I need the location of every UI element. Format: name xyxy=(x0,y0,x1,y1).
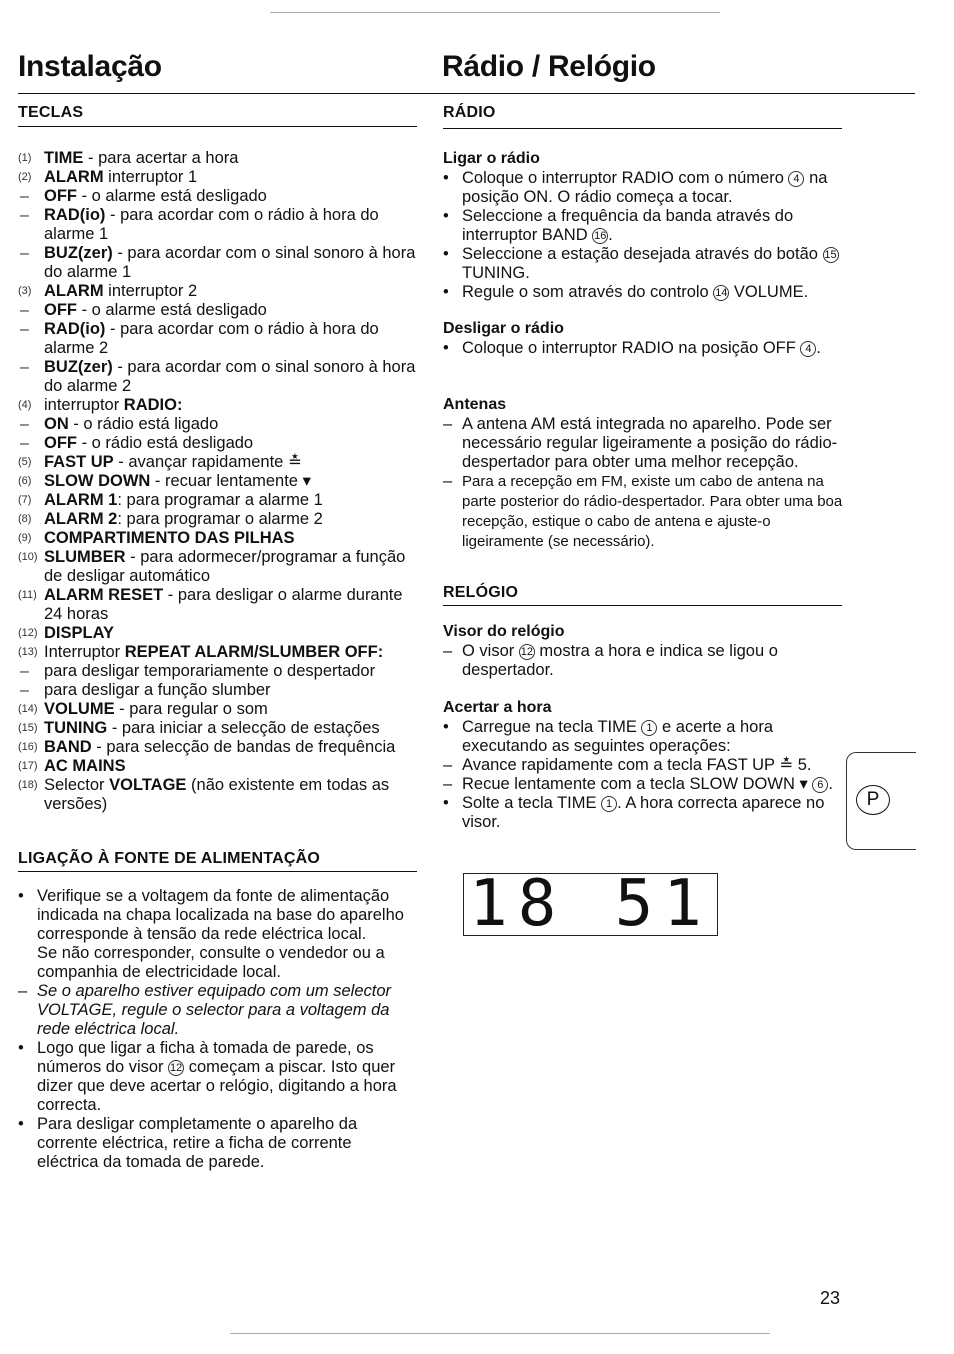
key-item-text: OFF - o rádio está desligado xyxy=(44,434,254,452)
key-item xyxy=(18,434,416,453)
key-item-marker: (10) xyxy=(18,551,38,563)
key-item-text: VOLUME - para regular o som xyxy=(44,700,268,718)
key-item-text: ALARM RESET - para desligar o alarme durante 24 horas xyxy=(44,586,403,623)
display-item-text: O visor 12 mostra a hora e indica se ligou o despertador. xyxy=(462,642,778,679)
key-item-text: ALARM 2: para programar o alarme 2 xyxy=(44,510,323,528)
key-item-text: OFF - o alarme está desligado xyxy=(44,301,267,319)
key-item-marker: (3) xyxy=(18,285,32,297)
power-item-marker: – xyxy=(18,982,28,1000)
key-item-marker: – xyxy=(20,245,29,262)
key-item xyxy=(18,662,416,681)
display-item xyxy=(443,642,843,680)
radio-on-item-marker: • xyxy=(443,283,449,301)
subheading-desligar: Desligar o rádio xyxy=(443,320,564,337)
radio-off-item-marker: • xyxy=(443,339,449,357)
key-item xyxy=(18,282,416,301)
key-item-text: RAD(io) - para acordar com o rádio à hora do alarme 1 xyxy=(44,206,379,243)
key-item-marker: (7) xyxy=(18,494,32,506)
set-time-item xyxy=(443,756,843,775)
key-item-marker: – xyxy=(20,207,29,224)
key-item-text: DISPLAY xyxy=(44,624,114,642)
lcd-digits: 18 51 xyxy=(469,867,712,941)
key-item xyxy=(18,472,416,491)
key-item-marker: – xyxy=(20,359,29,376)
key-item xyxy=(18,301,416,320)
key-item xyxy=(18,149,416,168)
set-time-item-text: Carregue na tecla TIME 1 e acerte a hora executando as seguintes operações: xyxy=(462,718,774,755)
key-item-text: interruptor RADIO: xyxy=(44,396,183,414)
key-item-marker: (17) xyxy=(18,760,38,772)
key-item-marker: (18) xyxy=(18,779,38,791)
key-item-text: ALARM interruptor 1 xyxy=(44,168,198,186)
section-rule-radio xyxy=(443,128,842,129)
radio-on-item-marker: • xyxy=(443,207,449,225)
key-item-marker: (6) xyxy=(18,475,32,487)
set-time-item-marker: • xyxy=(443,794,449,812)
key-item xyxy=(18,738,416,757)
antenna-item xyxy=(443,472,843,552)
turn-off-radio-list xyxy=(443,339,843,358)
page-number: 23 xyxy=(820,1288,841,1308)
key-item-text: BUZ(zer) - para acordar com o sinal sonoro à hora do alarme 1 xyxy=(44,244,416,281)
key-item-text: SLOW DOWN - recuar lentamente ▾ xyxy=(44,472,311,490)
antenna-item xyxy=(443,415,843,472)
antenna-item-text: A antena AM está integrada no aparelho. Pode ser necessário regular ligeiramente a posição do rádio-despertador para obter uma melhor recepção. xyxy=(462,415,838,471)
radio-off-item xyxy=(443,339,843,358)
key-item-text: BUZ(zer) - para acordar com o sinal sonoro à hora do alarme 2 xyxy=(44,358,416,395)
power-item-text: Para desligar completamente o aparelho da corrente eléctrica, retire a ficha de corrente eléctrica da tomada de parede. xyxy=(37,1115,358,1171)
set-time-item-text: Recue lentamente com a tecla SLOW DOWN ▾ 6 . xyxy=(462,775,833,793)
set-time-item-marker: • xyxy=(443,718,449,736)
set-time-item-marker: – xyxy=(443,775,453,793)
key-item-marker: – xyxy=(20,416,29,433)
set-time-item-marker: – xyxy=(443,756,453,774)
key-item xyxy=(18,415,416,434)
radio-on-item-marker: • xyxy=(443,245,449,263)
section-rule-relogio xyxy=(443,605,842,606)
radio-off-item-text: Coloque o interruptor RADIO na posição OFF 4 . xyxy=(462,339,821,357)
key-item xyxy=(18,244,416,282)
key-item-text: TUNING - para iniciar a selecção de estações xyxy=(44,719,380,737)
key-item-marker: (13) xyxy=(18,646,38,658)
key-item xyxy=(18,700,416,719)
key-item xyxy=(18,529,416,548)
set-time-item xyxy=(443,775,843,794)
key-item-text: ALARM 1: para programar a alarme 1 xyxy=(44,491,323,509)
key-item xyxy=(18,396,416,415)
key-item-marker: (16) xyxy=(18,741,38,753)
radio-on-item xyxy=(443,207,843,245)
key-item xyxy=(18,776,416,814)
key-item-text: OFF - o alarme está desligado xyxy=(44,187,267,205)
subheading-acertar: Acertar a hora xyxy=(443,699,552,716)
key-item xyxy=(18,681,416,700)
key-item xyxy=(18,187,416,206)
radio-on-item-text: Regule o som através do controlo 14 VOLUME. xyxy=(462,283,809,301)
key-item xyxy=(18,491,416,510)
key-item xyxy=(18,586,416,624)
antenna-item-text: Para a recepção em FM, existe um cabo de antena na parte posterior do rádio-despertador. Para obter uma boa recepção, estique o cabo de antena e ajuste-o ligeiramente (se necessário). xyxy=(462,473,843,550)
power-item xyxy=(18,887,416,982)
section-heading-relogio: RELÓGIO xyxy=(443,584,519,601)
section-rule-ligacao xyxy=(18,871,417,872)
power-item xyxy=(18,1115,416,1172)
key-item xyxy=(18,757,416,776)
section-rule-teclas xyxy=(18,126,417,127)
key-item-text: Selector VOLTAGE (não existente em todas as versões) xyxy=(44,776,390,813)
subheading-ligar: Ligar o rádio xyxy=(443,150,540,167)
power-item xyxy=(18,1039,416,1115)
key-item-marker: – xyxy=(20,435,29,452)
key-item-marker: (12) xyxy=(18,627,38,639)
key-item-marker: (15) xyxy=(18,722,38,734)
antennas-list xyxy=(443,415,843,552)
section-heading-teclas: TECLAS xyxy=(18,104,84,121)
page-title-radio-clock: Rádio / Relógio xyxy=(442,50,656,83)
radio-on-item-text: Seleccione a frequência da banda através do interruptor BAND 16 . xyxy=(462,207,794,244)
key-item xyxy=(18,548,416,586)
key-item xyxy=(18,510,416,529)
key-item-text: AC MAINS xyxy=(44,757,126,775)
key-item-text: BAND - para selecção de bandas de frequência xyxy=(44,738,396,756)
radio-on-item xyxy=(443,245,843,283)
key-item-marker: – xyxy=(20,321,29,338)
section-heading-radio: RÁDIO xyxy=(443,104,496,121)
scan-artifact-top xyxy=(270,12,720,13)
key-item-marker: (8) xyxy=(18,513,32,525)
key-item-marker: – xyxy=(20,682,29,699)
key-item xyxy=(18,643,416,662)
key-item xyxy=(18,453,416,472)
power-item xyxy=(18,982,416,1039)
radio-on-item-text: Seleccione a estação desejada através do botão 15 TUNING. xyxy=(462,245,837,282)
key-item-text: Interruptor REPEAT ALARM/SLUMBER OFF: xyxy=(44,643,384,661)
key-item-marker: – xyxy=(20,302,29,319)
power-item-text: Logo que ligar a ficha à tomada de parede, os números do visor 12 começam a piscar. Isto quer dizer que deve acertar o relógio, digitando a hora correcta. xyxy=(37,1039,397,1114)
key-item-text: RAD(io) - para acordar com o rádio à hora do alarme 2 xyxy=(44,320,379,357)
power-item-text: Se o aparelho estiver equipado com um selector VOLTAGE, regule o selector para a voltagem da rede eléctrica local. xyxy=(37,982,392,1038)
radio-on-item xyxy=(443,169,843,207)
lcd-display-illustration xyxy=(463,867,718,941)
keys-list xyxy=(18,149,416,814)
key-item-marker: (11) xyxy=(18,589,37,601)
key-item-text: COMPARTIMENTO DAS PILHAS xyxy=(44,529,295,547)
key-item-text: para desligar a função slumber xyxy=(44,681,271,699)
set-time-item xyxy=(443,794,843,832)
set-time-item xyxy=(443,718,843,756)
antenna-item-marker: – xyxy=(443,415,453,433)
key-item-text: ON - o rádio está ligado xyxy=(44,415,219,433)
key-item xyxy=(18,206,416,244)
radio-on-item-marker: • xyxy=(443,169,449,187)
key-item xyxy=(18,320,416,358)
key-item-text: ALARM interruptor 2 xyxy=(44,282,198,300)
key-item-marker: (2) xyxy=(18,171,32,183)
display-item-marker: – xyxy=(443,642,453,660)
language-tab-letter: P xyxy=(856,785,890,815)
key-item xyxy=(18,358,416,396)
subheading-visor: Visor do relógio xyxy=(443,623,565,640)
power-connection-list xyxy=(18,887,416,1172)
key-item xyxy=(18,719,416,738)
clock-display-list xyxy=(443,642,843,680)
key-item-marker: (14) xyxy=(18,703,38,715)
set-time-item-text: Solte a tecla TIME 1 . A hora correcta aparece no visor. xyxy=(462,794,825,831)
key-item-marker: (4) xyxy=(18,399,32,411)
radio-on-item-text: Coloque o interruptor RADIO com o número 4 na posição ON. O rádio começa a tocar. xyxy=(462,169,828,206)
antenna-item-marker: – xyxy=(443,472,453,490)
key-item-marker: – xyxy=(20,188,29,205)
power-item-marker: • xyxy=(18,1039,24,1057)
radio-on-item xyxy=(443,283,843,302)
title-rule xyxy=(18,93,915,94)
section-heading-ligacao: LIGAÇÃO À FONTE DE ALIMENTAÇÃO xyxy=(18,850,320,867)
key-item-marker: (5) xyxy=(18,456,32,468)
key-item-marker: (1) xyxy=(18,152,32,164)
subheading-antenas: Antenas xyxy=(443,396,507,413)
power-item-marker: • xyxy=(18,887,24,905)
turn-on-radio-list xyxy=(443,169,843,302)
key-item-marker: (9) xyxy=(18,532,32,544)
key-item-text: FAST UP - avançar rapidamente ≛ xyxy=(44,453,302,471)
power-item-marker: • xyxy=(18,1115,24,1133)
key-item-text: SLUMBER - para adormecer/programar a função de desligar automático xyxy=(44,548,406,585)
key-item xyxy=(18,168,416,187)
set-time-list xyxy=(443,718,843,832)
power-item-text: Verifique se a voltagem da fonte de alimentação indicada na chapa localizada na base do aparelho corresponde à tensão da rede eléctrica local. Se não corresponder, consulte o vendedor ou a companhia de electricidade local. xyxy=(37,887,404,981)
key-item xyxy=(18,624,416,643)
key-item-marker: – xyxy=(20,663,29,680)
key-item-text: para desligar temporariamente o despertador xyxy=(44,662,376,680)
set-time-item-text: Avance rapidamente com a tecla FAST UP ≛ 5. xyxy=(462,756,812,774)
key-item-text: TIME - para acertar a hora xyxy=(44,149,239,167)
page-title-installation: Instalação xyxy=(18,50,162,83)
scan-artifact-bottom xyxy=(230,1333,770,1334)
